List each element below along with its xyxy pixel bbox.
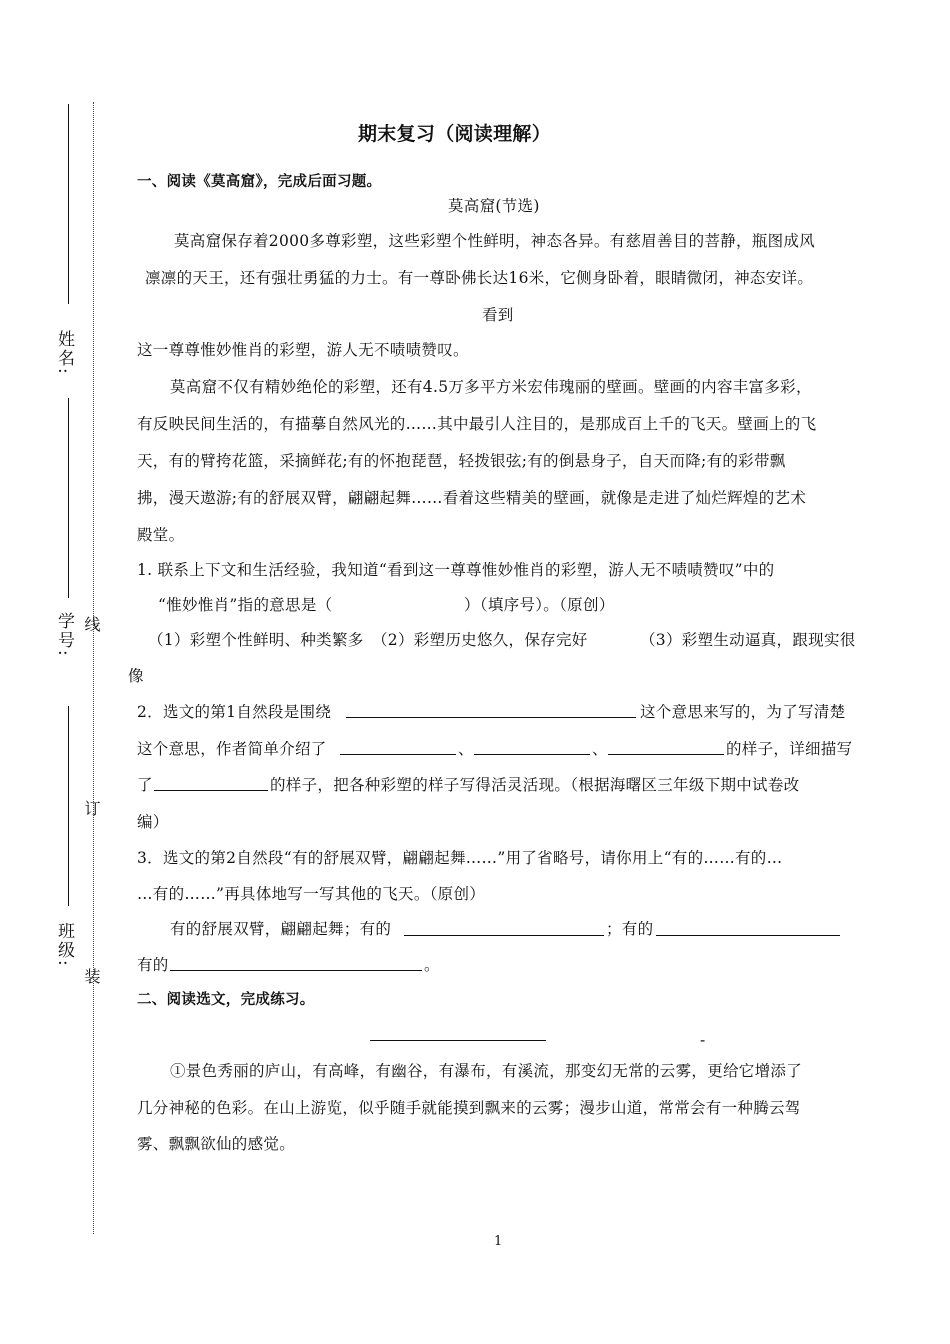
q2-line4: 编） [137, 813, 169, 831]
s1-p1-line2: 凛凛的天王，还有强壮勇猛的力士。有一尊卧佛长达16米，它侧身卧着，眼睛微闭，神态安详。 [145, 269, 814, 287]
q3-line2: …有的……”再具体地写一写其他的飞天。（原创） [137, 885, 486, 903]
q1-line2a: “惟妙惟肖”指的意思是（ [158, 596, 333, 614]
s1-p1-kandao: 看到 [482, 306, 514, 324]
s1-p2-line3: 天，有的臂挎花篮，采摘鲜花;有的怀抱琵琶，轻拨银弦;有的倒悬身子，自天而降;有的彩带飘 [137, 452, 786, 470]
q2-line2a: 这个意思，作者简单介绍了 [137, 740, 327, 758]
s1-p1-line1: 莫高窟保存着2000多尊彩塑，这些彩塑个性鲜明，神态各异。有慈眉善目的菩静，瓶图成风 [174, 232, 816, 250]
q2-blank-4[interactable] [608, 754, 724, 755]
q3-line1: 3．选文的第2自然段“有的舒展双臂，翩翩起舞……”用了省略号，请你用上“有的……有的… [137, 849, 783, 867]
class-label: 班级: [54, 922, 74, 968]
s1-p2-line5: 殿堂。 [137, 526, 185, 544]
binding-mark-xian: 线 [82, 616, 101, 634]
binding-dotted-line [93, 102, 94, 1234]
binding-mark-zhuang: 装 [82, 968, 101, 986]
q3-answer-1a: 有的舒展双臂，翩翩起舞；有的 [170, 920, 392, 938]
class-fill-line [68, 706, 69, 906]
q2-sep-1: 、 [458, 740, 474, 758]
s2-p1-line2: 几分神秘的色彩。在山上游览，似乎随手就能摸到飘来的云雾；漫步山道，常常会有一种腾云驾 [137, 1099, 801, 1117]
s1-p2-line1: 莫高窟不仅有精妙绝伦的彩塑，还有4.5万多平方米宏伟瑰丽的壁画。壁画的内容丰富多彩， [170, 378, 812, 396]
q3-answer-1b: ；有的 [606, 920, 654, 938]
section2-title-dash: - [700, 1031, 706, 1049]
q2-line2b: 的样子，详细描写 [726, 740, 853, 758]
s2-p1-line1: ①景色秀丽的庐山，有高峰，有幽谷，有瀑布，有溪流，那变幻无常的云雾，更给它增添了 [170, 1062, 803, 1080]
q2-blank-1[interactable] [346, 717, 636, 718]
q1-line1: 1. 联系上下文和生活经验，我知道“看到这一尊尊惟妙惟肖的彩塑，游人无不啧啧赞叹”中的 [137, 561, 775, 579]
q3-blank-2[interactable] [656, 935, 840, 936]
q2-line1b: 这个意思来写的，为了写清楚 [640, 703, 846, 721]
q3-answer-2a: 有的 [137, 956, 169, 974]
q1-option-1: （1）彩塑个性鲜明、种类繁多 [148, 631, 364, 649]
s2-p1-line3: 雾、飘飘欲仙的感觉。 [137, 1135, 296, 1153]
name-fill-line [68, 104, 69, 304]
page-title: 期末复习（阅读理解） [358, 123, 552, 145]
q1-option-2: （2）彩塑历史悠久，保存完好 [372, 631, 588, 649]
q1-option-3-cont: 像 [128, 667, 144, 685]
s1-p2-line4: 拂，漫天遨游;有的舒展双臂，翩翩起舞……看着这些精美的壁画，就像是走进了灿烂辉煌的艺术 [137, 489, 807, 507]
s1-p2-line2: 有反映民间生活的，有描摹自然风光的……其中最引人注目的，是那成百上千的飞天。壁画上的飞 [137, 415, 817, 433]
section2-title-blank[interactable] [370, 1040, 546, 1041]
q2-blank-3[interactable] [474, 754, 590, 755]
q3-blank-1[interactable] [404, 935, 604, 936]
name-label: 姓名: [54, 330, 74, 376]
q2-blank-2[interactable] [340, 754, 456, 755]
s1-p1-line3: 这一尊尊惟妙惟肖的彩塑，游人无不啧啧赞叹。 [137, 341, 469, 359]
id-label: 学号: [54, 612, 74, 658]
passage-title: 莫高窟(节选) [448, 197, 540, 215]
q1-line2b: ）（填序号）。（原创） [464, 596, 615, 614]
q2-blank-5[interactable] [154, 790, 268, 791]
q3-answer-2b: 。 [424, 956, 440, 974]
q2-line1a: 2．选文的第1自然段是围绕 [137, 703, 332, 721]
q3-blank-3[interactable] [170, 970, 422, 971]
q2-line3a: 了 [137, 776, 153, 794]
id-fill-line [68, 398, 69, 598]
section1-heading: 一、阅读《莫高窟》，完成后面习题。 [137, 174, 382, 190]
q1-option-3: （3）彩塑生动逼真，跟现实很 [640, 631, 856, 649]
binding-mark-ding: 订 [82, 800, 101, 818]
q2-line3b: 的样子，把各种彩塑的样子写得活灵活现。（根据海曙区三年级下期中试卷改 [270, 776, 800, 794]
q2-sep-2: 、 [592, 740, 608, 758]
section2-heading: 二、阅读选文，完成练习。 [137, 992, 315, 1008]
page-number: 1 [494, 1234, 503, 1249]
